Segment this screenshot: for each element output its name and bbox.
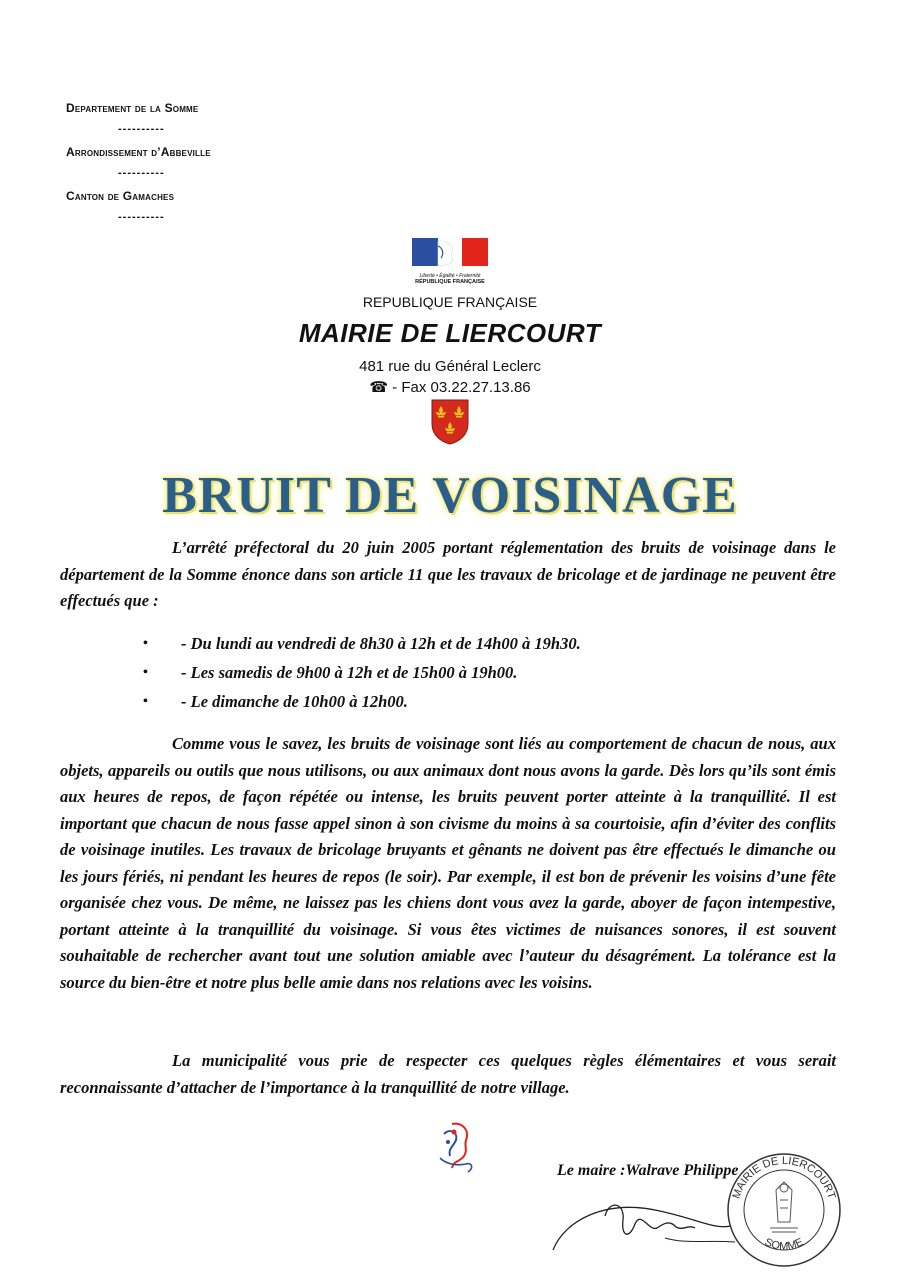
signature-label: Le maire :Walrave Philippe xyxy=(557,1162,739,1179)
separator: ---------- xyxy=(118,211,165,223)
list-item: • - Les samedis de 9h00 à 12h et de 15h00 à 19h00. xyxy=(143,660,823,689)
closing-paragraph: La municipalité vous prie de respecter ces quelques règles élémentaires et vous serait reconnaissante d’attacher de l’importance à la tranquillité de notre village. xyxy=(60,1051,836,1097)
separator: ---------- xyxy=(118,167,165,179)
republic-label: REPUBLIQUE FRANÇAISE xyxy=(362,294,538,310)
arrondissement-label: Arrondissement d’Abbeville xyxy=(66,145,211,159)
contact-line xyxy=(0,378,900,396)
marianne-profile-icon xyxy=(432,1118,480,1176)
signature-scribble-icon xyxy=(545,1180,745,1260)
svg-text:MAIRIE DE LIERCOURT xyxy=(731,1155,838,1201)
french-flag-icon xyxy=(408,238,492,268)
stamp-bottom-text: SOMME xyxy=(762,1236,806,1253)
schedule-list xyxy=(143,631,823,718)
handwritten-signature xyxy=(545,1180,745,1265)
intro-paragraph: L’arrêté préfectoral du 20 juin 2005 portant réglementation des bruits de voisinage dans le département de la Somme énonce dans son article 11 que les travaux de bricolage et de jardinage ne peuvent être effectués que : xyxy=(60,538,836,610)
canton-label: Canton de Gamaches xyxy=(66,189,175,203)
list-item: • - Le dimanche de 10h00 à 12h00. xyxy=(143,689,823,718)
fax-number: - Fax 03.22.27.13.86 xyxy=(388,379,531,396)
fleur-de-lis-shield-icon xyxy=(430,398,470,446)
official-stamp xyxy=(724,1150,844,1275)
main-paragraph: Comme vous le savez, les bruits de voisinage sont liés au comportement de chacun de nous, aux objets, appareils ou outils que nous utilisons, ou aux animaux dont nous avons la garde. Dès lors qu’ils sont émis aux heures de repos, de façon répétée ou intense, les bruits peuvent porter atteinte à la tranquillité. Il est important que chacun de nous fasse appel sinon à son civisme du moins à sa courtoisie, afin d’éviter des conflits de voisinage inutiles. Les travaux de bricolage bruyants et gênants ne doivent pas être effectués le dimanche ou les jours fériés, ni pendant les heures de repos (le soir). Par exemple, il est bon de prévenir les voisins d’une fête organisée chez vous. De même, ne laissez pas les chiens dont vous avez la garde, aboyer de façon intempestive, portant atteinte à la tranquillité du voisinage. Si vous êtes victimes de nuisances sonores, il est souvent souhaitable de rechercher avant tout une solution amiable avec l’auteur du désagrément. La tolérance est la source du bien-être et notre plus belle amie dans nos relations avec les voisins. xyxy=(60,734,836,992)
logo-country: RÉPUBLIQUE FRANÇAISE xyxy=(415,279,485,285)
separator: ---------- xyxy=(118,123,165,135)
list-item: • - Du lundi au vendredi de 8h30 à 12h et de 14h00 à 19h30. xyxy=(143,631,823,660)
svg-text:SOMME xyxy=(763,1236,805,1252)
marianne-logo xyxy=(408,238,492,286)
marianne-emblem xyxy=(432,1118,480,1181)
coat-of-arms xyxy=(430,398,470,451)
logo-motto: Liberté • Égalité • Fraternité xyxy=(419,273,481,279)
page-title: MAIRIE DE LIERCOURT xyxy=(298,318,602,348)
phone-icon: ☎ xyxy=(369,379,389,396)
department-label: Departement de la Somme xyxy=(66,101,199,115)
address: 481 rue du Général Leclerc xyxy=(359,358,541,375)
notice-title: BRUIT DE VOISINAGE xyxy=(162,467,738,524)
mairie-stamp-icon xyxy=(724,1150,844,1270)
stamp-top-text: MAIRIE DE LIERCOURT xyxy=(730,1154,838,1201)
